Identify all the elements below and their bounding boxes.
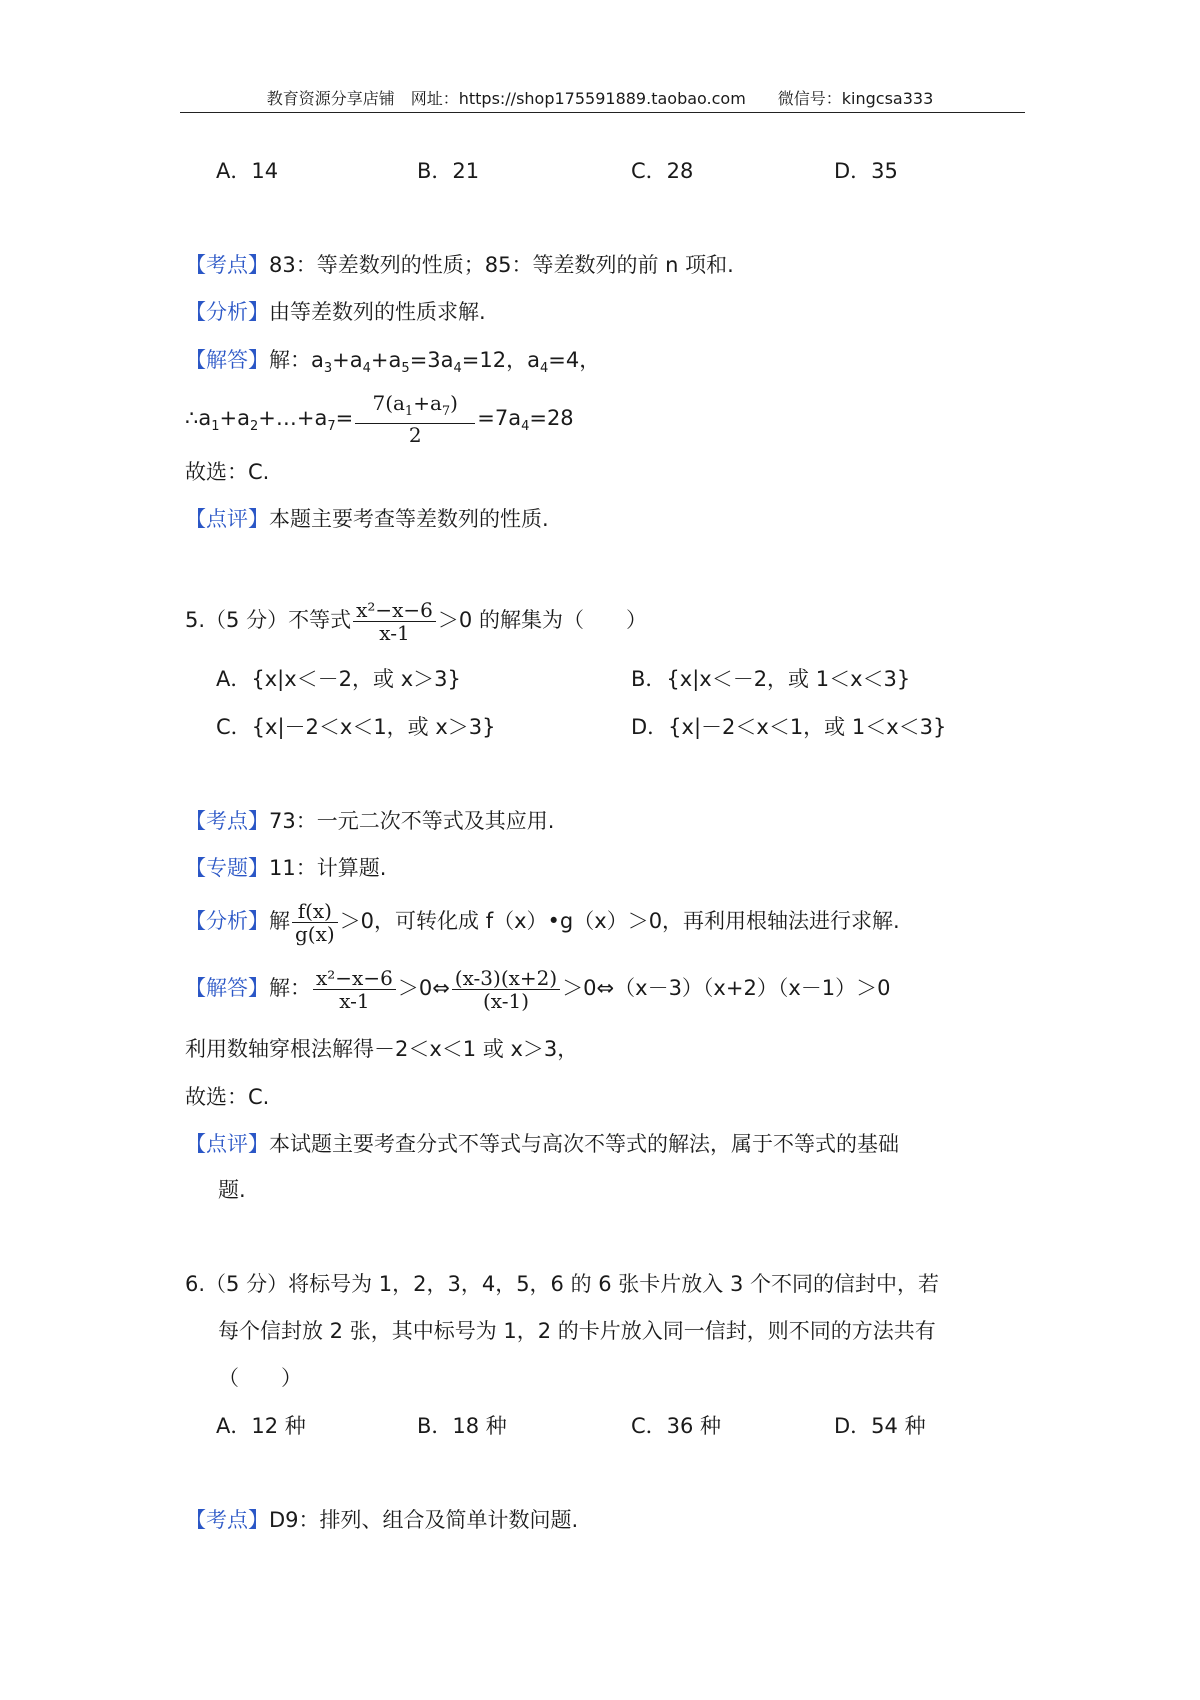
q4-answer: 故选：C. — [185, 460, 270, 484]
sub-4: 4 — [362, 361, 371, 377]
eq1: =3a — [409, 348, 454, 372]
q6-option-c: C．36 种 — [631, 1414, 722, 1438]
q5-fenxi-fraction — [292, 900, 338, 945]
sub-1: 1 — [211, 419, 220, 435]
q5-dianping-tag: 【点评】 — [185, 1132, 269, 1156]
equals: = — [335, 406, 354, 430]
fraction-numerator: (x-3)(x+2) — [452, 967, 560, 990]
q4-jieda-tag: 【解答】 — [185, 348, 269, 372]
q6-stem-line3: （ ） — [218, 1366, 302, 1390]
q4-option-a: A．14 — [216, 159, 279, 183]
q4-fenxi-text: 由等差数列的性质求解. — [269, 300, 486, 324]
q5-zhuanti — [185, 853, 386, 883]
sub-4: 4 — [453, 361, 462, 377]
q4-fenxi-tag: 【分析】 — [185, 300, 269, 324]
q4-dianping — [185, 504, 549, 534]
eq2: =12，a — [461, 348, 540, 372]
q5-option-d: D．{x|－2＜x＜1，或 1＜x＜3} — [631, 715, 947, 739]
result: =7a — [477, 406, 522, 430]
q5-fenxi-pre: 解 — [269, 909, 290, 933]
q6-stem-line2: 每个信封放 2 张，其中标号为 1，2 的卡片放入同一信封，则不同的方法共有 — [218, 1319, 936, 1343]
q5-dianping-cont: 题. — [218, 1178, 246, 1202]
q5-option-b: B．{x|x＜－2，或 1＜x＜3} — [631, 667, 911, 691]
fraction-numerator — [355, 392, 475, 424]
q5-kaodian-tag: 【考点】 — [185, 809, 269, 833]
q5-stem-post: ＞0 的解集为（ ） — [437, 608, 647, 632]
q5-kaodian — [185, 806, 554, 836]
q5-zhuanti-text: 11：计算题. — [269, 856, 387, 880]
q6-kaodian — [185, 1505, 578, 1535]
q4-therefore — [185, 388, 574, 448]
page-header — [0, 86, 1200, 109]
q5-answer: 故选：C. — [185, 1085, 270, 1109]
q4-option-b: B．21 — [417, 159, 480, 183]
q6-kaodian-text: D9：排列、组合及简单计数问题. — [269, 1508, 579, 1532]
fraction-denominator: 2 — [408, 423, 422, 447]
q4-jieda-prefix: 解： — [269, 348, 311, 372]
q4-option-c: C．28 — [631, 159, 694, 183]
sub-5: 5 — [401, 361, 410, 377]
sub-2: 2 — [250, 419, 259, 435]
q5-zhuanti-tag: 【专题】 — [185, 856, 269, 880]
sub-1: 1 — [404, 404, 414, 419]
header-text: 教育资源分享店铺 网址：https://shop175591889.taobao.com 微信号：kingcsa333 — [266, 89, 934, 108]
fraction-numerator: x²−x−6 — [353, 599, 436, 622]
sub-7: 7 — [327, 419, 336, 435]
q4-jieda — [185, 345, 600, 384]
sub-3: 3 — [323, 361, 333, 377]
fraction-numerator: x²−x−6 — [313, 967, 396, 990]
sub-7: 7 — [441, 404, 451, 419]
q4-sum-fraction — [355, 392, 475, 446]
q5-fenxi-tag: 【分析】 — [185, 909, 269, 933]
q5-fenxi — [185, 893, 900, 949]
q6-option-d: D．54 种 — [834, 1414, 926, 1438]
q5-jieda-tag: 【解答】 — [185, 976, 269, 1000]
q4-jieda-a: a — [311, 348, 324, 372]
q5-dianping-text: 本试题主要考查分式不等式与高次不等式的解法，属于不等式的基础 — [269, 1132, 899, 1156]
num-plus: +a — [413, 391, 442, 415]
q4-kaodian-tag: 【考点】 — [185, 253, 269, 277]
plus: + — [332, 348, 350, 372]
q4-jieda-a: a — [388, 348, 402, 372]
q6-option-a: A．12 种 — [216, 1414, 306, 1438]
a: a — [237, 406, 250, 430]
q6-kaodian-tag: 【考点】 — [185, 1508, 269, 1532]
num-close: ) — [450, 391, 458, 415]
q4-jieda-a: a — [349, 348, 363, 372]
q5-jieda-pre: 解： — [269, 976, 311, 1000]
q5-jieda-post: ＞0⇔（x－3）（x+2）（x－1）＞0 — [562, 976, 891, 1000]
sub-4: 4 — [521, 419, 530, 435]
therefore-prefix: ∴a — [185, 406, 212, 430]
q5-jieda — [185, 959, 890, 1017]
q5-solution-line: 利用数轴穿根法解得－2＜x＜1 或 x＞3， — [185, 1037, 579, 1061]
plus: + — [370, 348, 389, 372]
q4-option-d: D．35 — [834, 159, 898, 183]
q4-kaodian-text: 83：等差数列的性质；85：等差数列的前 n 项和. — [269, 253, 734, 277]
q5-kaodian-text: 73：一元二次不等式及其应用. — [269, 809, 555, 833]
fraction-denominator: (x-1) — [482, 988, 529, 1013]
q6-option-b: B．18 种 — [417, 1414, 507, 1438]
q4-fenxi — [185, 297, 486, 327]
num-text: 7(a — [372, 391, 405, 415]
q5-dianping — [185, 1129, 899, 1159]
plus: + — [219, 406, 238, 430]
q5-option-a: A．{x|x＜－2，或 x＞3} — [216, 667, 461, 691]
fraction-denominator: g(x) — [295, 921, 335, 946]
q5-fenxi-post: ＞0，可转化成 f（x）•g（x）＞0，再利用根轴法进行求解. — [339, 909, 900, 933]
result-end: =28 — [529, 406, 574, 430]
q4-dianping-tag: 【点评】 — [185, 507, 269, 531]
fraction-denominator: x-1 — [339, 988, 370, 1013]
header-rule — [180, 112, 1025, 113]
q5-jieda-fraction-1 — [313, 967, 396, 1012]
q5-stem-fraction — [353, 599, 436, 644]
q5-option-c: C．{x|－2＜x＜1，或 x＞3} — [216, 715, 496, 739]
fraction-denominator: x-1 — [379, 620, 410, 645]
q6-stem-line1: 6.（5 分）将标号为 1，2，3，4，5，6 的 6 张卡片放入 3 个不同的信封中，若 — [185, 1272, 940, 1296]
q4-dianping-text: 本题主要考查等差数列的性质. — [269, 507, 549, 531]
ellipsis: +…+a — [258, 406, 328, 430]
q4-kaodian — [185, 250, 734, 280]
q5-jieda-mid: ＞0⇔ — [397, 976, 450, 1000]
sub-4: 4 — [539, 361, 549, 377]
fraction-numerator: f(x) — [292, 900, 338, 923]
q5-stem-pre: 5.（5 分）不等式 — [185, 608, 352, 632]
eq3: =4， — [548, 348, 601, 372]
q5-jieda-fraction-2 — [452, 967, 560, 1012]
q5-stem — [185, 590, 647, 650]
